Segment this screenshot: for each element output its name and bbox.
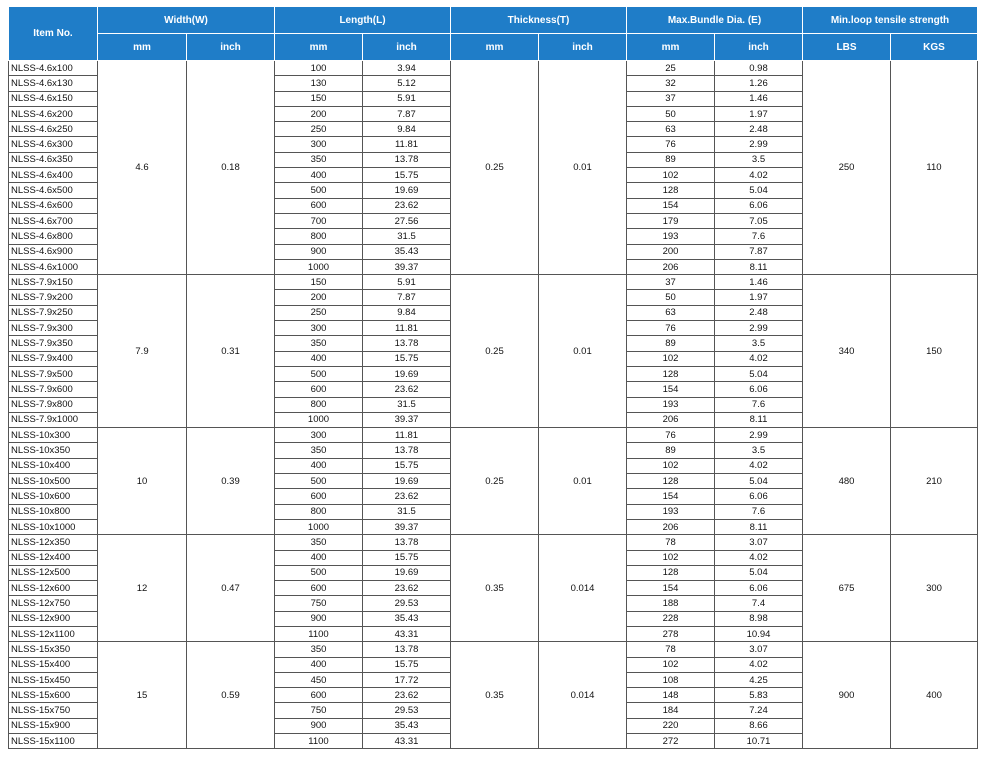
length-inch-cell: 23.62 [363,581,451,596]
thickness-inch-cell: 0.014 [539,642,627,749]
length-inch-cell: 9.84 [363,305,451,320]
unit-header: LBS [803,34,891,61]
bundle-dia-mm-cell: 89 [627,443,715,458]
length-mm-cell: 1000 [275,259,363,274]
item-number-cell: NLSS-15x1100 [9,734,98,749]
bundle-dia-inch-cell: 2.99 [715,321,803,336]
item-number-cell: NLSS-12x600 [9,581,98,596]
item-number-cell: NLSS-4.6x350 [9,152,98,167]
table-row [9,428,978,443]
item-number-cell: NLSS-15x400 [9,657,98,672]
item-number-cell: NLSS-7.9x500 [9,366,98,381]
length-mm-cell: 900 [275,611,363,626]
bundle-dia-mm-cell: 278 [627,626,715,641]
length-mm-cell: 1000 [275,519,363,534]
bundle-dia-mm-cell: 188 [627,596,715,611]
bundle-dia-inch-cell: 1.97 [715,106,803,121]
length-mm-cell: 800 [275,229,363,244]
item-number-cell: NLSS-4.6x200 [9,106,98,121]
length-mm-cell: 300 [275,321,363,336]
bundle-dia-mm-cell: 128 [627,366,715,381]
thickness-mm-cell: 0.35 [451,642,539,749]
item-number-cell: NLSS-4.6x600 [9,198,98,213]
thickness-inch-cell: 0.01 [539,61,627,275]
length-mm-cell: 600 [275,382,363,397]
header-bundle-dia: Max.Bundle Dia. (E) [627,7,803,34]
bundle-dia-inch-cell: 1.97 [715,290,803,305]
width-mm-cell: 10 [98,428,187,535]
length-inch-cell: 3.94 [363,61,451,76]
item-number-cell: NLSS-7.9x250 [9,305,98,320]
unit-header: inch [715,34,803,61]
length-inch-cell: 43.31 [363,626,451,641]
length-mm-cell: 750 [275,596,363,611]
length-mm-cell: 800 [275,504,363,519]
bundle-dia-inch-cell: 7.6 [715,504,803,519]
bundle-dia-mm-cell: 128 [627,183,715,198]
tensile-lbs-cell: 250 [803,61,891,275]
item-number-cell: NLSS-15x450 [9,672,98,687]
width-mm-cell: 4.6 [98,61,187,275]
bundle-dia-inch-cell: 3.07 [715,642,803,657]
bundle-dia-mm-cell: 206 [627,412,715,427]
length-mm-cell: 1100 [275,734,363,749]
length-inch-cell: 31.5 [363,504,451,519]
bundle-dia-inch-cell: 4.02 [715,168,803,183]
length-mm-cell: 350 [275,336,363,351]
length-mm-cell: 400 [275,550,363,565]
length-mm-cell: 900 [275,244,363,259]
bundle-dia-inch-cell: 7.6 [715,229,803,244]
item-number-cell: NLSS-10x1000 [9,519,98,534]
bundle-dia-inch-cell: 5.04 [715,565,803,580]
unit-header: mm [627,34,715,61]
length-mm-cell: 350 [275,535,363,550]
item-number-cell: NLSS-7.9x300 [9,321,98,336]
length-inch-cell: 29.53 [363,596,451,611]
length-mm-cell: 350 [275,443,363,458]
unit-header: mm [98,34,187,61]
width-inch-cell: 0.31 [187,275,275,428]
table-row [9,275,978,290]
tensile-lbs-cell: 480 [803,428,891,535]
length-inch-cell: 43.31 [363,734,451,749]
length-inch-cell: 7.87 [363,290,451,305]
length-inch-cell: 13.78 [363,336,451,351]
length-inch-cell: 39.37 [363,519,451,534]
bundle-dia-inch-cell: 8.66 [715,718,803,733]
bundle-dia-mm-cell: 102 [627,168,715,183]
bundle-dia-inch-cell: 2.48 [715,305,803,320]
bundle-dia-inch-cell: 4.25 [715,672,803,687]
length-inch-cell: 23.62 [363,382,451,397]
length-mm-cell: 400 [275,168,363,183]
item-number-cell: NLSS-12x400 [9,550,98,565]
length-mm-cell: 600 [275,489,363,504]
item-number-cell: NLSS-7.9x200 [9,290,98,305]
item-number-cell: NLSS-12x1100 [9,626,98,641]
item-number-cell: NLSS-15x600 [9,688,98,703]
bundle-dia-inch-cell: 6.06 [715,198,803,213]
length-mm-cell: 700 [275,213,363,228]
bundle-dia-mm-cell: 206 [627,259,715,274]
thickness-inch-cell: 0.01 [539,275,627,428]
length-mm-cell: 800 [275,397,363,412]
bundle-dia-inch-cell: 7.05 [715,213,803,228]
item-number-cell: NLSS-10x500 [9,474,98,489]
length-inch-cell: 5.12 [363,76,451,91]
length-mm-cell: 300 [275,428,363,443]
bundle-dia-mm-cell: 154 [627,198,715,213]
length-mm-cell: 350 [275,642,363,657]
tensile-lbs-cell: 340 [803,275,891,428]
bundle-dia-inch-cell: 7.6 [715,397,803,412]
item-number-cell: NLSS-12x500 [9,565,98,580]
bundle-dia-inch-cell: 6.06 [715,489,803,504]
item-number-cell: NLSS-15x350 [9,642,98,657]
thickness-mm-cell: 0.25 [451,428,539,535]
bundle-dia-inch-cell: 8.11 [715,519,803,534]
bundle-dia-mm-cell: 78 [627,642,715,657]
bundle-dia-inch-cell: 7.87 [715,244,803,259]
tensile-kgs-cell: 400 [891,642,978,749]
length-mm-cell: 250 [275,305,363,320]
bundle-dia-inch-cell: 6.06 [715,382,803,397]
thickness-inch-cell: 0.014 [539,535,627,642]
item-number-cell: NLSS-4.6x150 [9,91,98,106]
length-mm-cell: 600 [275,581,363,596]
length-mm-cell: 300 [275,137,363,152]
bundle-dia-inch-cell: 7.24 [715,703,803,718]
length-inch-cell: 19.69 [363,565,451,580]
item-number-cell: NLSS-12x350 [9,535,98,550]
table-row [9,535,978,550]
length-mm-cell: 150 [275,275,363,290]
length-mm-cell: 1000 [275,412,363,427]
length-mm-cell: 500 [275,474,363,489]
bundle-dia-mm-cell: 228 [627,611,715,626]
length-inch-cell: 19.69 [363,183,451,198]
tensile-lbs-cell: 900 [803,642,891,749]
thickness-inch-cell: 0.01 [539,428,627,535]
width-inch-cell: 0.18 [187,61,275,275]
tensile-kgs-cell: 300 [891,535,978,642]
length-inch-cell: 13.78 [363,642,451,657]
length-inch-cell: 15.75 [363,458,451,473]
length-mm-cell: 500 [275,366,363,381]
length-mm-cell: 900 [275,718,363,733]
item-number-cell: NLSS-4.6x250 [9,122,98,137]
bundle-dia-mm-cell: 102 [627,657,715,672]
length-mm-cell: 350 [275,152,363,167]
bundle-dia-inch-cell: 3.5 [715,336,803,351]
item-number-cell: NLSS-7.9x1000 [9,412,98,427]
unit-header: inch [187,34,275,61]
length-inch-cell: 11.81 [363,137,451,152]
bundle-dia-inch-cell: 3.5 [715,152,803,167]
bundle-dia-mm-cell: 89 [627,336,715,351]
width-mm-cell: 15 [98,642,187,749]
spec-table [8,6,978,749]
item-number-cell: NLSS-10x800 [9,504,98,519]
item-number-cell: NLSS-15x750 [9,703,98,718]
bundle-dia-mm-cell: 154 [627,581,715,596]
item-number-cell: NLSS-4.6x100 [9,61,98,76]
header-width: Width(W) [98,7,275,34]
length-inch-cell: 23.62 [363,489,451,504]
bundle-dia-mm-cell: 89 [627,152,715,167]
bundle-dia-inch-cell: 10.94 [715,626,803,641]
table-row [9,642,978,657]
bundle-dia-inch-cell: 5.83 [715,688,803,703]
item-number-cell: NLSS-7.9x600 [9,382,98,397]
bundle-dia-inch-cell: 4.02 [715,458,803,473]
length-inch-cell: 27.56 [363,213,451,228]
bundle-dia-mm-cell: 50 [627,106,715,121]
length-inch-cell: 15.75 [363,657,451,672]
bundle-dia-mm-cell: 102 [627,351,715,366]
unit-header: mm [451,34,539,61]
length-inch-cell: 15.75 [363,550,451,565]
length-inch-cell: 31.5 [363,229,451,244]
bundle-dia-inch-cell: 0.98 [715,61,803,76]
bundle-dia-mm-cell: 154 [627,382,715,397]
length-inch-cell: 13.78 [363,443,451,458]
length-inch-cell: 23.62 [363,198,451,213]
bundle-dia-inch-cell: 3.07 [715,535,803,550]
length-inch-cell: 19.69 [363,366,451,381]
bundle-dia-mm-cell: 37 [627,275,715,290]
bundle-dia-inch-cell: 1.26 [715,76,803,91]
length-mm-cell: 500 [275,565,363,580]
thickness-mm-cell: 0.25 [451,275,539,428]
length-inch-cell: 17.72 [363,672,451,687]
length-mm-cell: 100 [275,61,363,76]
bundle-dia-inch-cell: 1.46 [715,275,803,290]
bundle-dia-inch-cell: 8.98 [715,611,803,626]
bundle-dia-mm-cell: 102 [627,458,715,473]
length-mm-cell: 400 [275,351,363,366]
item-number-cell: NLSS-4.6x400 [9,168,98,183]
bundle-dia-mm-cell: 154 [627,489,715,504]
width-mm-cell: 7.9 [98,275,187,428]
bundle-dia-mm-cell: 102 [627,550,715,565]
bundle-dia-mm-cell: 76 [627,137,715,152]
length-inch-cell: 23.62 [363,688,451,703]
bundle-dia-mm-cell: 128 [627,565,715,580]
item-number-cell: NLSS-4.6x130 [9,76,98,91]
item-number-cell: NLSS-12x900 [9,611,98,626]
bundle-dia-inch-cell: 8.11 [715,259,803,274]
bundle-dia-mm-cell: 25 [627,61,715,76]
item-number-cell: NLSS-15x900 [9,718,98,733]
item-number-cell: NLSS-4.6x500 [9,183,98,198]
length-inch-cell: 29.53 [363,703,451,718]
bundle-dia-inch-cell: 1.46 [715,91,803,106]
bundle-dia-mm-cell: 108 [627,672,715,687]
bundle-dia-inch-cell: 2.99 [715,137,803,152]
header-thickness: Thickness(T) [451,7,627,34]
length-mm-cell: 450 [275,672,363,687]
width-inch-cell: 0.59 [187,642,275,749]
bundle-dia-mm-cell: 148 [627,688,715,703]
bundle-dia-inch-cell: 6.06 [715,581,803,596]
bundle-dia-inch-cell: 10.71 [715,734,803,749]
thickness-mm-cell: 0.25 [451,61,539,275]
bundle-dia-inch-cell: 7.4 [715,596,803,611]
bundle-dia-mm-cell: 193 [627,397,715,412]
bundle-dia-mm-cell: 193 [627,504,715,519]
header-tensile-strength: Min.loop tensile strength [803,7,978,34]
bundle-dia-mm-cell: 200 [627,244,715,259]
length-mm-cell: 400 [275,458,363,473]
tensile-kgs-cell: 110 [891,61,978,275]
bundle-dia-mm-cell: 76 [627,321,715,336]
bundle-dia-inch-cell: 8.11 [715,412,803,427]
width-mm-cell: 12 [98,535,187,642]
length-mm-cell: 150 [275,91,363,106]
table-header [9,7,978,61]
bundle-dia-mm-cell: 184 [627,703,715,718]
length-inch-cell: 31.5 [363,397,451,412]
length-inch-cell: 11.81 [363,428,451,443]
item-number-cell: NLSS-10x600 [9,489,98,504]
bundle-dia-inch-cell: 2.48 [715,122,803,137]
thickness-mm-cell: 0.35 [451,535,539,642]
length-mm-cell: 1100 [275,626,363,641]
bundle-dia-inch-cell: 5.04 [715,474,803,489]
bundle-dia-inch-cell: 3.5 [715,443,803,458]
item-number-cell: NLSS-7.9x400 [9,351,98,366]
length-mm-cell: 600 [275,688,363,703]
bundle-dia-inch-cell: 5.04 [715,183,803,198]
length-mm-cell: 250 [275,122,363,137]
bundle-dia-mm-cell: 32 [627,76,715,91]
length-inch-cell: 15.75 [363,351,451,366]
length-inch-cell: 35.43 [363,611,451,626]
width-inch-cell: 0.39 [187,428,275,535]
bundle-dia-mm-cell: 78 [627,535,715,550]
bundle-dia-mm-cell: 128 [627,474,715,489]
unit-header: inch [539,34,627,61]
bundle-dia-mm-cell: 63 [627,305,715,320]
length-inch-cell: 13.78 [363,535,451,550]
length-inch-cell: 35.43 [363,718,451,733]
table-body [9,61,978,749]
length-inch-cell: 35.43 [363,244,451,259]
length-inch-cell: 39.37 [363,412,451,427]
tensile-lbs-cell: 675 [803,535,891,642]
item-number-cell: NLSS-12x750 [9,596,98,611]
length-mm-cell: 400 [275,657,363,672]
header-item-no: Item No. [9,7,98,61]
item-number-cell: NLSS-4.6x900 [9,244,98,259]
item-number-cell: NLSS-10x400 [9,458,98,473]
length-inch-cell: 5.91 [363,275,451,290]
bundle-dia-mm-cell: 37 [627,91,715,106]
item-number-cell: NLSS-10x350 [9,443,98,458]
item-number-cell: NLSS-4.6x300 [9,137,98,152]
length-inch-cell: 7.87 [363,106,451,121]
length-mm-cell: 130 [275,76,363,91]
bundle-dia-mm-cell: 206 [627,519,715,534]
unit-header: mm [275,34,363,61]
bundle-dia-mm-cell: 76 [627,428,715,443]
length-mm-cell: 200 [275,290,363,305]
length-inch-cell: 11.81 [363,321,451,336]
header-length: Length(L) [275,7,451,34]
length-inch-cell: 15.75 [363,168,451,183]
length-mm-cell: 750 [275,703,363,718]
bundle-dia-mm-cell: 179 [627,213,715,228]
bundle-dia-mm-cell: 272 [627,734,715,749]
bundle-dia-mm-cell: 63 [627,122,715,137]
bundle-dia-inch-cell: 4.02 [715,657,803,672]
bundle-dia-inch-cell: 4.02 [715,550,803,565]
length-inch-cell: 39.37 [363,259,451,274]
item-number-cell: NLSS-7.9x800 [9,397,98,412]
length-inch-cell: 5.91 [363,91,451,106]
bundle-dia-mm-cell: 220 [627,718,715,733]
item-number-cell: NLSS-4.6x1000 [9,259,98,274]
unit-header: KGS [891,34,978,61]
tensile-kgs-cell: 150 [891,275,978,428]
item-number-cell: NLSS-10x300 [9,428,98,443]
length-inch-cell: 9.84 [363,122,451,137]
bundle-dia-mm-cell: 193 [627,229,715,244]
bundle-dia-inch-cell: 4.02 [715,351,803,366]
length-mm-cell: 200 [275,106,363,121]
length-inch-cell: 13.78 [363,152,451,167]
bundle-dia-inch-cell: 5.04 [715,366,803,381]
unit-header: inch [363,34,451,61]
item-number-cell: NLSS-4.6x800 [9,229,98,244]
tensile-kgs-cell: 210 [891,428,978,535]
item-number-cell: NLSS-4.6x700 [9,213,98,228]
item-number-cell: NLSS-7.9x150 [9,275,98,290]
bundle-dia-mm-cell: 50 [627,290,715,305]
item-number-cell: NLSS-7.9x350 [9,336,98,351]
bundle-dia-inch-cell: 2.99 [715,428,803,443]
length-mm-cell: 600 [275,198,363,213]
length-mm-cell: 500 [275,183,363,198]
length-inch-cell: 19.69 [363,474,451,489]
table-row [9,61,978,76]
width-inch-cell: 0.47 [187,535,275,642]
